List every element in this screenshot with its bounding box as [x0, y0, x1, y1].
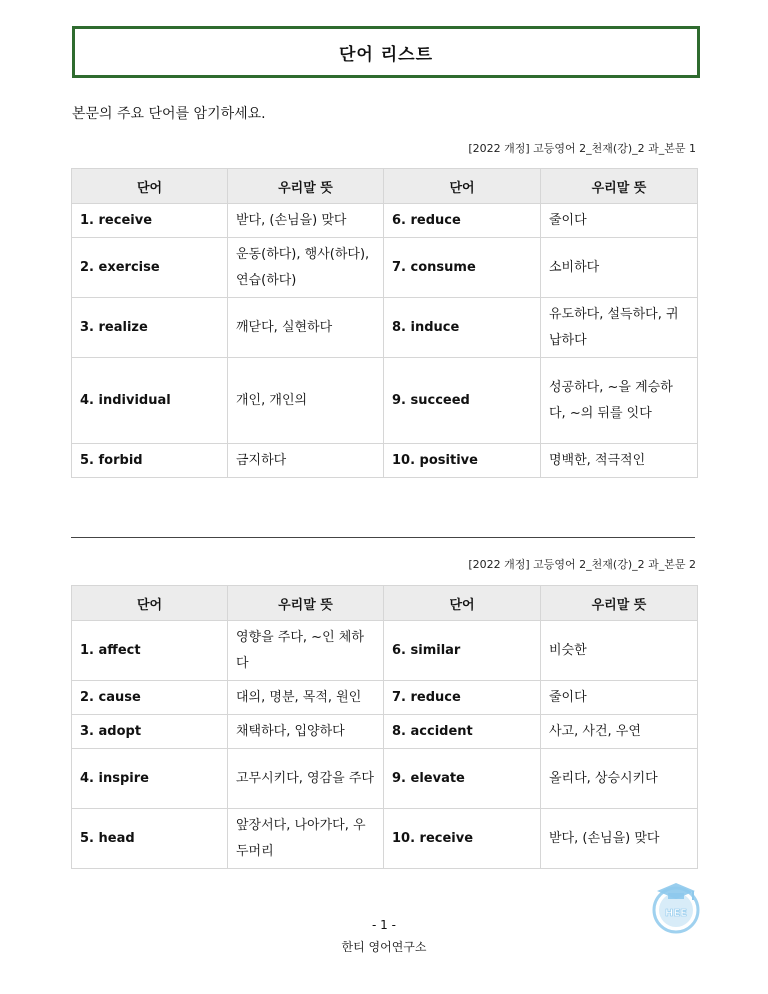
table-row	[72, 749, 698, 809]
table-row	[72, 444, 698, 478]
meaning-cell: 앞장서다, 나아가다, 우두머리	[228, 809, 384, 869]
word-cell: 1. receive	[72, 204, 228, 238]
logo-text: HEE	[664, 908, 688, 919]
page-number: - 1 -	[372, 918, 396, 932]
meaning-cell: 비슷한	[541, 621, 698, 681]
word-cell: 5. head	[72, 809, 228, 869]
meaning-cell: 올리다, 상승시키다	[541, 749, 698, 809]
header-word: 단어	[72, 586, 228, 621]
meaning-cell: 받다, (손님을) 맞다	[541, 809, 698, 869]
meaning-cell: 깨닫다, 실현하다	[228, 298, 384, 358]
table-header-row	[72, 169, 698, 204]
meaning-cell: 유도하다, 설득하다, 귀납하다	[541, 298, 698, 358]
table-row	[72, 715, 698, 749]
meaning-cell: 운동(하다), 행사(하다), 연습(하다)	[228, 238, 384, 298]
header-meaning: 우리말 뜻	[541, 169, 698, 204]
header-meaning: 우리말 뜻	[228, 169, 384, 204]
table-header-row	[72, 586, 698, 621]
header-meaning: 우리말 뜻	[228, 586, 384, 621]
meaning-cell: 금지하다	[228, 444, 384, 478]
meaning-cell: 고무시키다, 영감을 주다	[228, 749, 384, 809]
word-cell: 8. accident	[384, 715, 541, 749]
word-cell: 4. inspire	[72, 749, 228, 809]
table-row	[72, 204, 698, 238]
meaning-cell: 명백한, 적극적인	[541, 444, 698, 478]
section-divider	[71, 537, 695, 538]
table-row	[72, 809, 698, 869]
table-row	[72, 298, 698, 358]
source-label-1: [2022 개정] 고등영어 2_천재(강)_2 과_본문 1	[468, 142, 696, 155]
meaning-cell: 소비하다	[541, 238, 698, 298]
word-cell: 6. similar	[384, 621, 541, 681]
table-row	[72, 681, 698, 715]
table-row	[72, 358, 698, 444]
word-cell: 8. induce	[384, 298, 541, 358]
vocab-table-1	[71, 168, 698, 478]
word-cell: 10. receive	[384, 809, 541, 869]
source-label-2: [2022 개정] 고등영어 2_천재(강)_2 과_본문 2	[468, 558, 696, 571]
header-word: 단어	[72, 169, 228, 204]
page-title: 단어 리스트	[338, 44, 434, 65]
meaning-cell: 받다, (손님을) 맞다	[228, 204, 384, 238]
word-cell: 9. elevate	[384, 749, 541, 809]
header-word: 단어	[384, 169, 541, 204]
word-cell: 10. positive	[384, 444, 541, 478]
word-cell: 2. exercise	[72, 238, 228, 298]
header-word: 단어	[384, 586, 541, 621]
meaning-cell: 줄이다	[541, 204, 698, 238]
word-cell: 2. cause	[72, 681, 228, 715]
meaning-cell: 사고, 사건, 우연	[541, 715, 698, 749]
word-cell: 7. consume	[384, 238, 541, 298]
meaning-cell: 대의, 명분, 목적, 원인	[228, 681, 384, 715]
word-cell: 3. adopt	[72, 715, 228, 749]
table-row	[72, 621, 698, 681]
meaning-cell: 줄이다	[541, 681, 698, 715]
table-row	[72, 238, 698, 298]
word-cell: 4. individual	[72, 358, 228, 444]
word-cell: 5. forbid	[72, 444, 228, 478]
meaning-cell: 채택하다, 입양하다	[228, 715, 384, 749]
word-cell: 7. reduce	[384, 681, 541, 715]
word-cell: 1. affect	[72, 621, 228, 681]
header-meaning: 우리말 뜻	[541, 586, 698, 621]
word-cell: 3. realize	[72, 298, 228, 358]
footer-text: 한티 영어연구소	[341, 940, 427, 954]
word-cell: 9. succeed	[384, 358, 541, 444]
meaning-cell: 성공하다, ~을 계승하다, ~의 뒤를 잇다	[541, 358, 698, 444]
meaning-cell: 개인, 개인의	[228, 358, 384, 444]
title-box	[72, 26, 700, 78]
vocab-table-2	[71, 585, 698, 869]
instruction-text: 본문의 주요 단어를 암기하세요.	[72, 106, 266, 122]
meaning-cell: 영향을 주다, ~인 체하다	[228, 621, 384, 681]
word-cell: 6. reduce	[384, 204, 541, 238]
